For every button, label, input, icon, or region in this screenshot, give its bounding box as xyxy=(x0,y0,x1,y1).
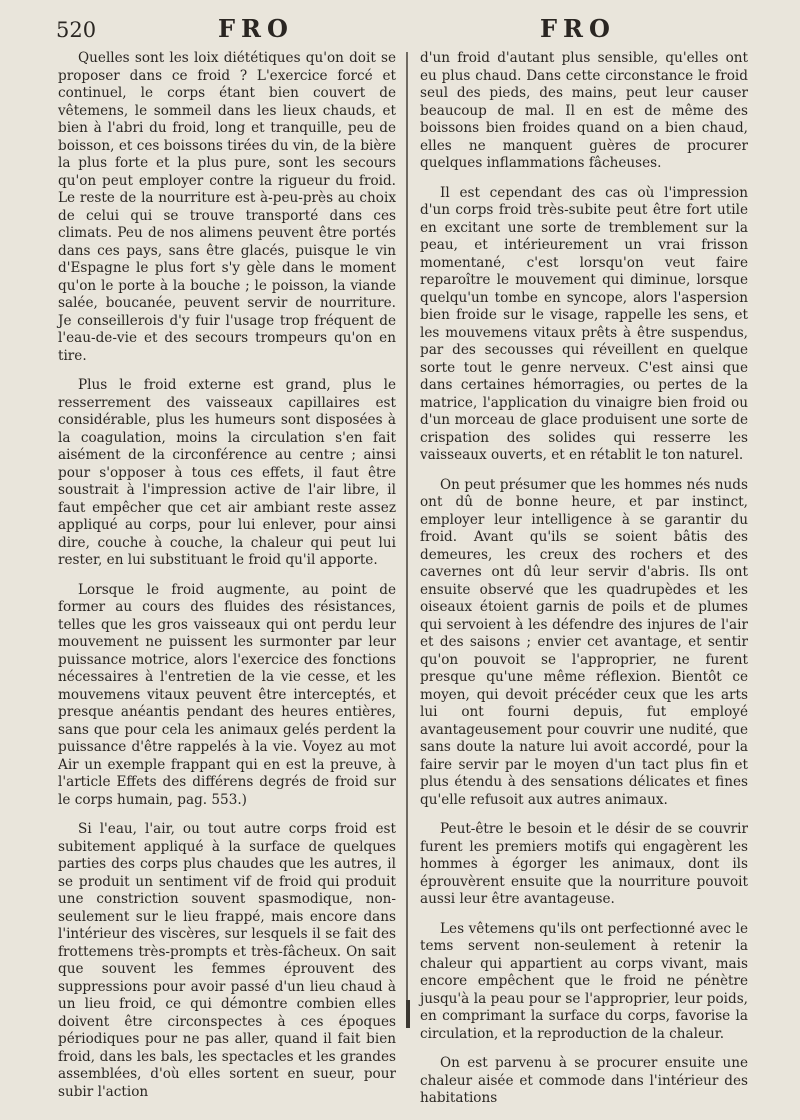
paragraph: d'un froid d'autant plus sensible, qu'elles ont eu plus chaud. Dans cette circonstance le froid seul des pieds, des mains, peut leur causer beaucoup de mal. Il en est de même des boissons bien froides quand on a bien chaud, elles ne manquent guères de procurer quelques inflammations fâcheuses. xyxy=(420,50,748,171)
divider-mark xyxy=(406,1000,410,1028)
paragraph: On est parvenu à se procurer ensuite une chaleur aisée et commode dans l'intérieur des habitations xyxy=(420,1055,748,1106)
paragraph: On peut présumer que les hommes nés nuds ont dû de bonne heure, et par instinct, employer leur intelligence à se garantir du froid. Avant qu'ils se soient bâtis des demeures, les creux des rochers et des cavernes ont dû leur servir d'abris. Ils ont ensuite observé que les quadrupèdes et les oiseaux étoient garnis de poils et de plumes qui servoient à les défendre des injures de l'air et des saisons ; envier cet avantage, et sentir qu'on pouvoit se l'approprier, ne furent presque qu'une même réflexion. Bientôt ce moyen, qui devoit précéder ceux que les arts lui ont fourni depuis, fut employé avantageusement pour couvrir une nudité, que sans doute la nature lui avoit accordé, pour la faire servir par le moyen d'un tact plus fin et plus étendu à des sensations délicates et fines qu'elle refusoit aux autres animaux. xyxy=(420,476,748,808)
running-title-left: FRO xyxy=(218,14,294,43)
paragraph: Les vêtemens qu'ils ont perfectionné avec le tems servent non-seulement à retenir la chaleur qui appartient au corps vivant, mais encore empêchent que le froid ne pénètre jusqu'à la peau pour se l'approprier, leur poids, en comprimant la surface du corps, favorise la circulation, et la reproduction de la chaleur. xyxy=(420,920,748,1042)
page-number: 520 xyxy=(56,18,97,42)
left-column xyxy=(58,50,396,1113)
paragraph: Plus le froid externe est grand, plus le resserrement des vaisseaux capillaires est considérable, plus les humeurs sont disposées à la coagulation, moins la circulation s'en fait aisément de la circonférence au centre ; ainsi pour s'opposer à tous ces effets, il faut être soustrait à l'impression active de l'air libre, il faut empêcher que cet air ambiant reste assez appliqué au corps, pour lui enlever, pour ainsi dire, couche à couche, la chaleur qui peut lui rester, en lui substituant le froid qu'il apporte. xyxy=(58,377,396,568)
running-title-right: FRO xyxy=(540,14,616,43)
paragraph: Il est cependant des cas où l'impression d'un corps froid très-subite peut être fort utile en excitant une sorte de tremblement sur la peau, et intérieurement un vrai frisson momentané, c'est lorsqu'on veut faire reparoître le mouvement qui diminue, lorsque quelqu'un tombe en syncope, alors l'aspersion bien froide sur le visage, rappelle les sens, et les mouvemens vitaux prêts à être suspendus, par des secousses qui réveillent en quelque sorte tout le genre nerveux. C'est ainsi que dans certaines hémorragies, ou pertes de la matrice, l'application du vinaigre bien froid ou d'un morceau de glace produisent une sorte de crispation des solides qui resserre les vaisseaux ouverts, et en rétablit le ton naturel. xyxy=(420,184,748,463)
paragraph: Peut-être le besoin et le désir de se couvrir furent les premiers motifs qui engagèrent les hommes à égorger les animaux, dont ils éprouvèrent ensuite que la nourriture pouvoit aussi leur être avantageuse. xyxy=(420,821,748,907)
page-header xyxy=(0,14,800,48)
column-divider xyxy=(406,52,408,1027)
paragraph: Quelles sont les loix diététiques qu'on doit se proposer dans ce froid ? L'exercice forcé et continuel, le corps étant bien couvert de vêtemens, le sommeil dans les lieux chauds, et bien à l'abri du froid, long et tranquille, peu de boisson, et ces boissons tirées du vin, de la bière la plus forte et la plus pure, sont les secours qu'on peut employer contre la rigueur du froid. Le reste de la nourriture est à-peu-près au choix de celui qui se trouve transporté dans ces climats. Peu de nos alimens peuvent être portés dans ces pays, sans être glacés, puisque le vin d'Espagne le plus fort s'y gèle dans le moment qu'on le porte à la bouche ; le poisson, la viande salée, boucanée, peuvent servir de nourriture. Je conseillerois d'y fuir l'usage trop fréquent de l'eau-de-vie et des secours trompeurs qu'on en tire. xyxy=(58,50,396,364)
paragraph: Lorsque le froid augmente, au point de former au cours des fluides des résistances, telles que les gros vaisseaux qui ont perdu leur mouvement ne puissent les surmonter par leur puissance motrice, alors l'exercice des fonctions nécessaires à l'entretien de la vie cesse, et les mouvemens vitaux peuvent être interceptés, et presque anéantis pendant des heures entières, sans que pour cela les animaux gelés perdent la puissance d'être rappelés à la vie. Voyez au mot Air un exemple frappant qui en est la preuve, à l'article Effets des différens degrés de froid sur le corps humain, pag. 553.) xyxy=(58,581,396,808)
right-column xyxy=(420,50,748,1120)
paragraph: Si l'eau, l'air, ou tout autre corps froid est subitement appliqué à la surface de quelques parties des corps plus chaudes que les autres, il se produit un sentiment vif de froid qui produit une constriction souvent spasmodique, non-seulement sur le lieu frappé, mais encore dans l'intérieur des viscères, sur lesquels il se fait des frottemens très-prompts et très-fâcheux. On sait que souvent les femmes éprouvent des suppressions pour avoir passé d'un lieu chaud à un lieu froid, ce qui démontre combien elles doivent être circonspectes à ces époques périodiques pour ne pas aller, quand il fait bien froid, dans les bals, les spectacles et les grandes assemblées, d'où elles sortent en sueur, pour subir l'action xyxy=(58,821,396,1100)
